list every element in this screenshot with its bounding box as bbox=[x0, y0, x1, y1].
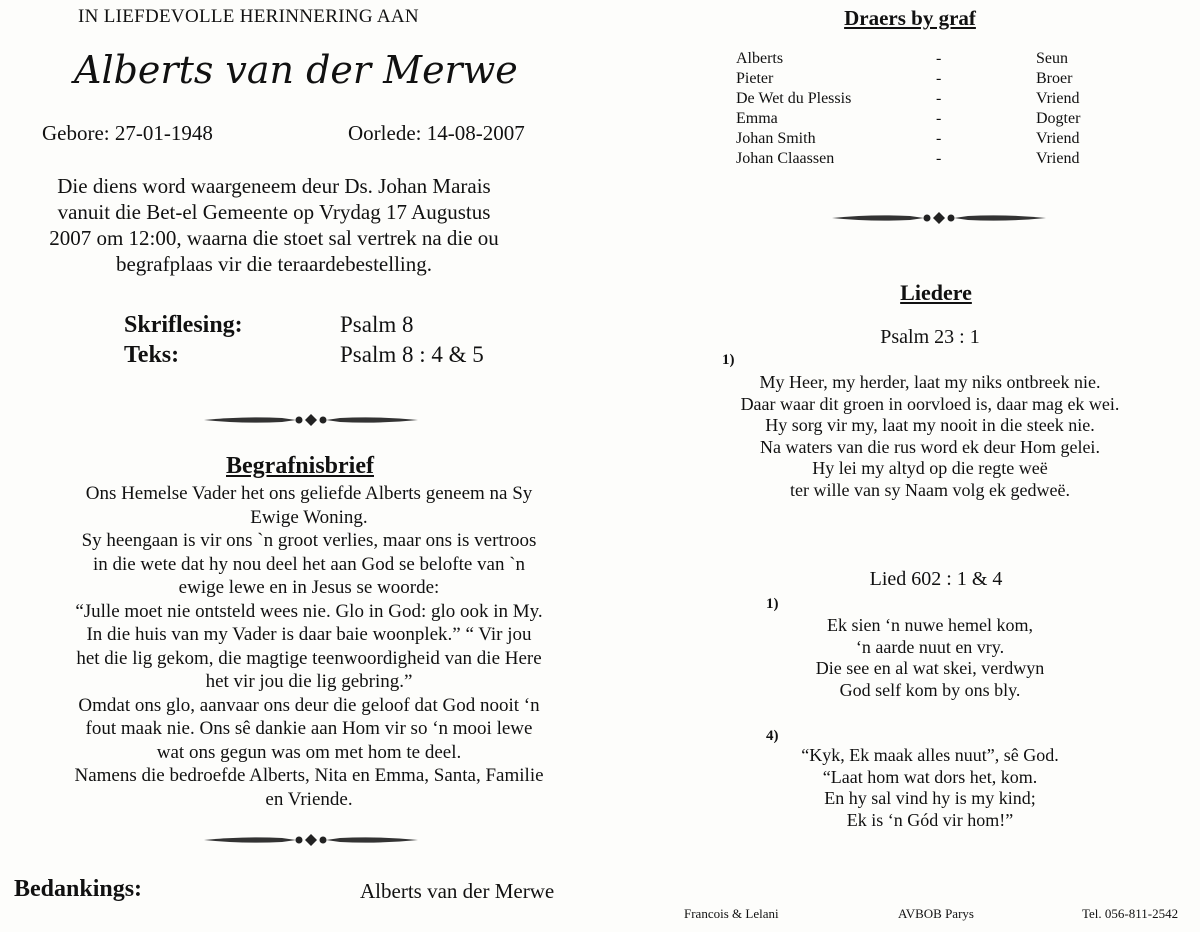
letter-line: Ons Hemelse Vader het ons geliefde Alberts geneem na Sy bbox=[85, 483, 533, 504]
bearer-relation: Seun bbox=[1036, 50, 1068, 67]
psalm-line: Daar waar dit groen in oorvloed is, daar mag ek wei. bbox=[740, 393, 1120, 414]
bearer-name: Pieter bbox=[736, 70, 774, 87]
letter-body bbox=[0, 482, 618, 811]
psalm-line: My Heer, my herder, laat my niks ontbreek nie. bbox=[759, 372, 1101, 392]
bearer-name: Emma bbox=[736, 110, 778, 127]
lied-line: “Kyk, Ek maak alles nuut”, sê God. bbox=[801, 745, 1059, 765]
psalm-title: Psalm 23 : 1 bbox=[880, 326, 980, 348]
bearer-relation: Vriend bbox=[1036, 130, 1080, 147]
thanks-label: Bedankings: bbox=[14, 876, 143, 902]
text-value: Psalm 8 : 4 & 5 bbox=[340, 342, 484, 367]
songs-heading: Liedere bbox=[900, 280, 972, 305]
psalm-line: Hy lei my altyd op die regte weë bbox=[812, 458, 1048, 478]
bearer-name: Johan Smith bbox=[736, 130, 816, 147]
lied-verse1-number: 1) bbox=[766, 596, 779, 612]
service-line: 2007 om 12:00, waarna die stoet sal vertrek na die ou bbox=[49, 226, 499, 250]
lied-line: Ek sien ‘n nuwe hemel kom, bbox=[827, 615, 1033, 635]
death-date: Oorlede: 14-08-2007 bbox=[348, 121, 525, 145]
lied-line: En hy sal vind hy is my kind; bbox=[824, 788, 1036, 808]
footer-family: Francois & Lelani bbox=[684, 906, 779, 921]
service-line: begrafplaas vir die teraardebestelling. bbox=[115, 252, 432, 276]
lied-line: God self kom by ons bly. bbox=[839, 679, 1021, 700]
bearer-dash: - bbox=[936, 130, 942, 147]
text-label: Teks: bbox=[124, 342, 180, 368]
psalm-verse bbox=[680, 372, 1180, 501]
bearer-row bbox=[736, 49, 1096, 69]
lied-line: Die see en al wat skei, verdwyn bbox=[815, 658, 1045, 678]
lied-verse1 bbox=[780, 615, 1080, 701]
bearer-row bbox=[736, 149, 1096, 169]
service-line: Die diens word waargeneem deur Ds. Johan Marais bbox=[57, 174, 491, 198]
service-line: vanuit die Bet-el Gemeente op Vrydag 17 Augustus bbox=[57, 200, 491, 224]
psalm-line: ter wille van sy Naam volg ek gedweë. bbox=[790, 479, 1070, 500]
psalm-line: Hy sorg vir my, laat my nooit in die steek nie. bbox=[765, 415, 1095, 435]
thanks-value: Alberts van der Merwe bbox=[360, 879, 555, 903]
footer-undertaker: AVBOB Parys bbox=[898, 906, 974, 921]
psalm-line: Na waters van die rus word ek deur Hom gelei. bbox=[760, 436, 1100, 457]
letter-line: wat ons gegun was om met hom te deel. bbox=[156, 741, 462, 763]
letter-line: en Vriende. bbox=[265, 788, 353, 810]
letter-line: “Julle moet nie ontsteld wees nie. Glo in God: glo ook in My. bbox=[75, 600, 543, 622]
bearer-row bbox=[736, 129, 1096, 149]
bearer-relation: Dogter bbox=[1036, 110, 1081, 127]
ornament-divider-icon bbox=[204, 833, 418, 847]
bearer-name: Johan Claassen bbox=[736, 150, 835, 167]
service-details bbox=[0, 173, 548, 277]
letter-line: fout maak nie. Ons sê dankie aan Hom vir so ‘n mooi lewe bbox=[85, 718, 533, 739]
letter-line: Ewige Woning. bbox=[250, 506, 368, 528]
bearer-name: De Wet du Plessis bbox=[736, 90, 852, 107]
lied-line: Ek is ‘n Gód vir hom!” bbox=[846, 809, 1014, 830]
bearer-relation: Vriend bbox=[1036, 90, 1080, 107]
lied-verse4-number: 4) bbox=[766, 728, 779, 744]
bearer-dash: - bbox=[936, 70, 942, 87]
bearer-dash: - bbox=[936, 110, 942, 127]
bearer-dash: - bbox=[936, 50, 942, 67]
lied-line: “Laat hom wat dors het, kom. bbox=[822, 766, 1038, 787]
bearer-row bbox=[736, 109, 1096, 129]
letter-line: ewige lewe en in Jesus se woorde: bbox=[178, 577, 440, 598]
letter-line: het die lig gekom, die magtige teenwoordigheid van die Here bbox=[76, 647, 542, 669]
letter-line: Sy heengaan is vir ons `n groot verlies, maar ons is vertroos bbox=[81, 530, 537, 551]
deceased-name: Alberts van der Merwe bbox=[74, 48, 518, 92]
bearer-relation: Vriend bbox=[1036, 150, 1080, 167]
bearer-dash: - bbox=[936, 90, 942, 107]
bearer-name: Alberts bbox=[736, 50, 784, 67]
letter-line: het vir jou die lig gebring.” bbox=[205, 671, 413, 692]
letter-heading: Begrafnisbrief bbox=[226, 453, 374, 479]
psalm-verse-number: 1) bbox=[722, 352, 735, 368]
bearer-row bbox=[736, 89, 1096, 109]
bearer-dash: - bbox=[936, 150, 942, 167]
bearer-relation: Broer bbox=[1036, 70, 1073, 87]
letter-line: In die huis van my Vader is daar baie woonplek.” “ Vir jou bbox=[86, 624, 532, 645]
bearers-heading: Draers by graf bbox=[844, 6, 976, 30]
reading-label: Skriflesing: bbox=[124, 312, 243, 338]
lied-line: ‘n aarde nuut en vry. bbox=[855, 636, 1005, 657]
ornament-divider-icon bbox=[204, 413, 418, 427]
bearers-list bbox=[736, 49, 1096, 169]
letter-line: Namens die bedroefde Alberts, Nita en Emma, Santa, Familie bbox=[74, 765, 544, 786]
intro-line: IN LIEFDEVOLLE HERINNERING AAN bbox=[78, 6, 419, 27]
bearer-row bbox=[736, 69, 1096, 89]
birth-date: Gebore: 27-01-1948 bbox=[42, 121, 213, 145]
reading-value: Psalm 8 bbox=[340, 312, 414, 337]
letter-line: in die wete dat hy nou deel het aan God se belofte van `n bbox=[92, 553, 526, 575]
footer-phone: Tel. 056-811-2542 bbox=[1082, 906, 1179, 921]
letter-line: Omdat ons glo, aanvaar ons deur die geloof dat God nooit ‘n bbox=[78, 694, 540, 716]
ornament-divider-icon bbox=[832, 211, 1046, 225]
lied-title: Lied 602 : 1 & 4 bbox=[869, 568, 1003, 590]
lied-verse4 bbox=[760, 745, 1100, 831]
